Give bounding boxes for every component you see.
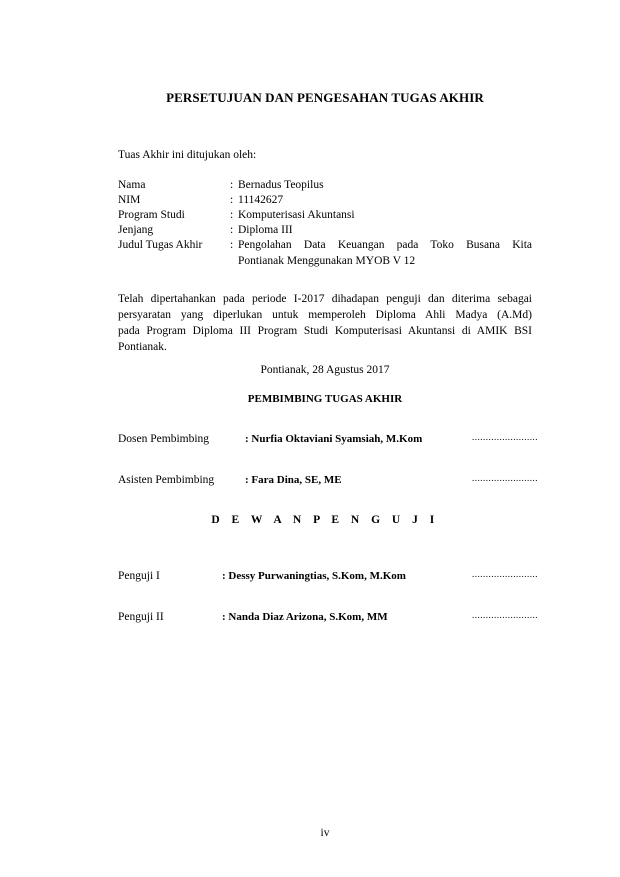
signature-line: ........................ (472, 432, 538, 442)
signature-name: : Nurfia Oktaviani Syamsiah, M.Kom (245, 433, 423, 445)
info-value-nama: Bernadus Teopilus (238, 179, 324, 191)
signature-name: : Nanda Diaz Arizona, S.Kom, MM (222, 611, 388, 623)
info-value-judul-continuation: Pontianak Menggunakan MYOB V 12 (238, 255, 416, 267)
info-row-program-studi (118, 208, 538, 223)
paragraph-line: pada Program Diploma III Program Studi Komputerisasi Akuntansi di AMIK BSI (118, 325, 532, 337)
info-row-jenjang (118, 223, 538, 238)
info-row-nama (118, 178, 538, 193)
info-value-judul: Pengolahan Data Keuangan pada Toko Busana Kita (238, 239, 532, 251)
info-colon: : (230, 209, 234, 221)
place-date: Pontianak, 28 Agustus 2017 (260, 364, 390, 376)
info-colon: : (230, 194, 234, 206)
paragraph-line: Pontianak. (118, 341, 167, 353)
info-label: Jenjang (118, 224, 154, 236)
signature-row-penguji-2 (118, 610, 538, 626)
signature-label: Penguji I (118, 570, 160, 582)
info-colon: : (230, 239, 234, 251)
info-colon: : (230, 179, 234, 191)
info-value-nim: 11142627 (238, 194, 284, 206)
signature-label: Penguji II (118, 611, 164, 623)
pembimbing-heading: PEMBIMBING TUGAS AKHIR (247, 393, 403, 405)
student-info-block (118, 178, 538, 269)
info-colon: : (230, 224, 234, 236)
signature-row-asisten-pembimbing (118, 473, 538, 489)
info-row-judul (118, 238, 538, 253)
paragraph-line: Telah dipertahankan pada periode I-2017 dihadapan penguji dan diterima sebagai (118, 293, 532, 305)
info-value-program-studi: Komputerisasi Akuntansi (238, 209, 355, 221)
info-label: Nama (118, 179, 146, 191)
approval-paragraph (118, 291, 532, 355)
signature-line: ........................ (472, 610, 538, 620)
page-number: iv (320, 827, 330, 839)
info-row-nim (118, 193, 538, 208)
intro-text: Tuas Akhir ini ditujukan oleh: (118, 149, 257, 161)
signature-name: : Fara Dina, SE, ME (245, 474, 342, 486)
document-title: PERSETUJUAN DAN PENGESAHAN TUGAS AKHIR (166, 90, 484, 105)
signature-name: : Dessy Purwaningtias, S.Kom, M.Kom (222, 570, 406, 582)
info-label: NIM (118, 194, 141, 206)
info-label: Judul Tugas Akhir (118, 239, 203, 251)
signature-line: ........................ (472, 569, 538, 579)
signature-line: ........................ (472, 473, 538, 483)
signature-row-penguji-1 (118, 569, 538, 585)
signature-label: Dosen Pembimbing (118, 433, 210, 445)
paragraph-line: persyaratan yang diperlukan untuk memperoleh Diploma Ahli Madya (A.Md) (118, 309, 532, 321)
info-value-jenjang: Diploma III (238, 224, 293, 236)
signature-label: Asisten Pembimbing (118, 474, 215, 486)
dewan-penguji-heading: D E W A N P E N G U J I (211, 514, 439, 526)
signature-row-dosen-pembimbing (118, 432, 538, 448)
info-label: Program Studi (118, 209, 185, 221)
